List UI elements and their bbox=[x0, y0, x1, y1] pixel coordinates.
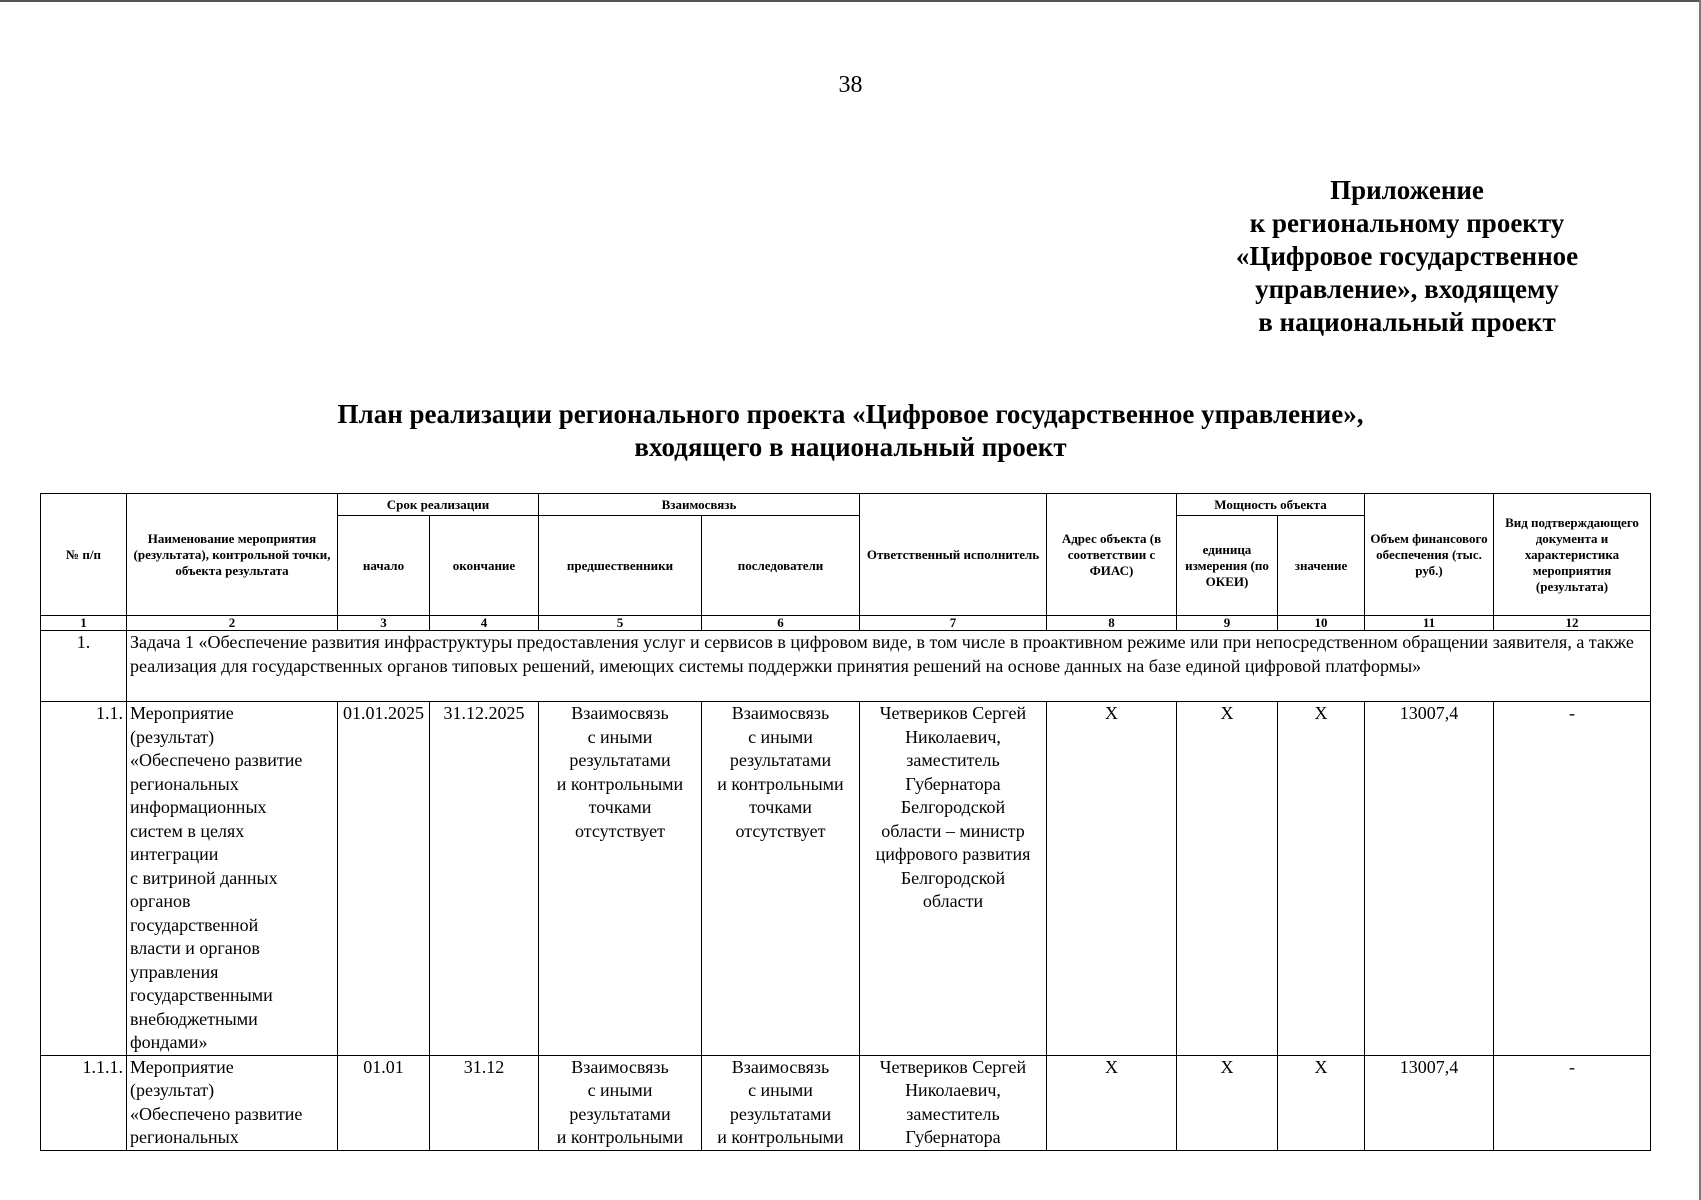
column-number: 11 bbox=[1365, 616, 1494, 631]
row-predecessors: Взаимосвязь с иными результатами и контрольными точками отсутствует bbox=[539, 702, 702, 1056]
column-number: 8 bbox=[1047, 616, 1177, 631]
appendix-line: Приложение bbox=[1330, 175, 1484, 205]
row-finance: 13007,4 bbox=[1365, 1055, 1494, 1150]
table-row bbox=[41, 1055, 1651, 1150]
row-value: X bbox=[1278, 702, 1365, 1056]
header-unit: единица измерения (по ОКЕИ) bbox=[1177, 516, 1278, 616]
header-term-group: Срок реализации bbox=[338, 494, 539, 516]
column-number-row bbox=[41, 616, 1651, 631]
row-start: 01.01 bbox=[338, 1055, 430, 1150]
header-end: окончание bbox=[430, 516, 539, 616]
column-number: 9 bbox=[1177, 616, 1278, 631]
header-num: № п/п bbox=[41, 494, 127, 616]
document-title bbox=[0, 398, 1701, 464]
row-unit: X bbox=[1177, 1055, 1278, 1150]
appendix-line: управление», входящему bbox=[1255, 274, 1559, 304]
row-value: X bbox=[1278, 1055, 1365, 1150]
row-successors: Взаимосвязь с иными результатами и контрольными bbox=[702, 1055, 860, 1150]
document-title-line: План реализации регионального проекта «Цифровое государственное управление», bbox=[337, 399, 1364, 429]
row-name: Мероприятие (результат) «Обеспечено развитие региональных bbox=[127, 1055, 338, 1150]
row-doc-type: - bbox=[1494, 1055, 1651, 1150]
appendix-line: «Цифровое государственное bbox=[1235, 241, 1579, 271]
column-number: 3 bbox=[338, 616, 430, 631]
document-title-line: входящего в национальный проект bbox=[634, 432, 1067, 462]
header-responsible: Ответственный исполнитель bbox=[860, 494, 1047, 616]
row-unit: X bbox=[1177, 702, 1278, 1056]
table-row bbox=[41, 702, 1651, 1056]
plan-table bbox=[40, 493, 1651, 1151]
row-end: 31.12.2025 bbox=[430, 702, 539, 1056]
header-finance: Объем финансового обеспечения (тыс. руб.) bbox=[1365, 494, 1494, 616]
row-predecessors: Взаимосвязь с иными результатами и контрольными bbox=[539, 1055, 702, 1150]
column-number: 4 bbox=[430, 616, 539, 631]
header-value: значение bbox=[1278, 516, 1365, 616]
row-start: 01.01.2025 bbox=[338, 702, 430, 1056]
row-responsible: Четвериков Сергей Николаевич, заместитель Губернатора Белгородской области – министр цифрового развития Белгородской области bbox=[860, 702, 1047, 1056]
row-num: 1.1. bbox=[41, 702, 127, 1056]
row-address: X bbox=[1047, 702, 1177, 1056]
row-doc-type: - bbox=[1494, 702, 1651, 1056]
row-responsible: Четвериков Сергей Николаевич, заместитель Губернатора bbox=[860, 1055, 1047, 1150]
row-successors: Взаимосвязь с иными результатами и контрольными точками отсутствует bbox=[702, 702, 860, 1056]
task-text: Задача 1 «Обеспечение развития инфраструктуры предоставления услуг и сервисов в цифровом виде, в том числе в проактивном режиме или при непосредственном обращении заявителя, а также реализация для государственных органов типовых решений, имеющих системы поддержки принятия решений на основе данных на базе единой цифровой платформы» bbox=[127, 631, 1651, 702]
column-number: 1 bbox=[41, 616, 127, 631]
header-start: начало bbox=[338, 516, 430, 616]
column-number: 2 bbox=[127, 616, 338, 631]
appendix-header bbox=[1182, 174, 1632, 339]
row-address: X bbox=[1047, 1055, 1177, 1150]
row-name: Мероприятие (результат) «Обеспечено развитие региональных информационных систем в целях интеграции с витриной данных органов государственной власти и органов управления государственными внебюджетными фондами» bbox=[127, 702, 338, 1056]
column-number: 5 bbox=[539, 616, 702, 631]
column-number: 10 bbox=[1278, 616, 1365, 631]
header-doc-type: Вид подтверждающего документа и характеристика мероприятия (результата) bbox=[1494, 494, 1651, 616]
column-number: 6 bbox=[702, 616, 860, 631]
row-num: 1.1.1. bbox=[41, 1055, 127, 1150]
row-finance: 13007,4 bbox=[1365, 702, 1494, 1056]
row-end: 31.12 bbox=[430, 1055, 539, 1150]
page-frame-top bbox=[0, 0, 1701, 2]
page-number: 38 bbox=[838, 72, 863, 98]
task-num: 1. bbox=[41, 631, 127, 702]
column-number: 12 bbox=[1494, 616, 1651, 631]
header-capacity-group: Мощность объекта bbox=[1177, 494, 1365, 516]
header-address: Адрес объекта (в соответствии с ФИАС) bbox=[1047, 494, 1177, 616]
appendix-line: в национальный проект bbox=[1258, 307, 1556, 337]
header-name: Наименование мероприятия (результата), контрольной точки, объекта результата bbox=[127, 494, 338, 616]
table-header-row bbox=[41, 494, 1651, 516]
column-number: 7 bbox=[860, 616, 1047, 631]
appendix-line: к региональному проекту bbox=[1249, 208, 1565, 238]
header-predecessors: предшественники bbox=[539, 516, 702, 616]
task-row bbox=[41, 631, 1651, 702]
header-relation-group: Взаимосвязь bbox=[539, 494, 860, 516]
header-successors: последователи bbox=[702, 516, 860, 616]
